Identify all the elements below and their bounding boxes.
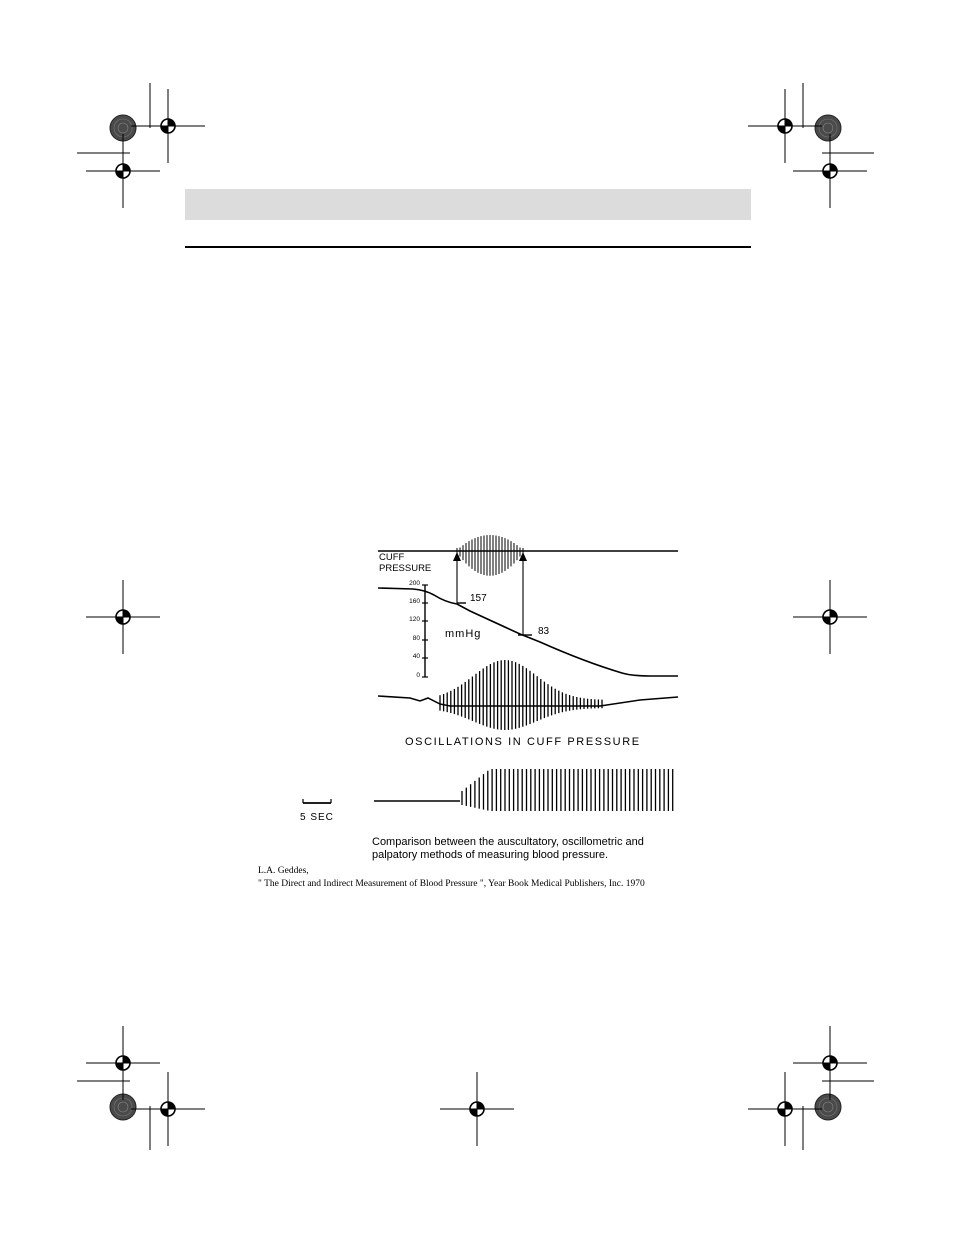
citation <box>258 865 645 891</box>
oscillation-bars <box>440 660 602 730</box>
tick-label-80: 80 <box>412 635 420 642</box>
caption-line1: Comparison between the auscultatory, oscillometric and <box>372 836 644 848</box>
unit-label: mmHg <box>445 628 482 640</box>
cuff-pressure-label <box>379 553 431 574</box>
time-scale-label: 5 SEC <box>300 812 334 823</box>
tick-label-200: 200 <box>409 580 420 587</box>
tick-label-160: 160 <box>409 598 420 605</box>
citation-reference: " The Direct and Indirect Measurement of Blood Pressure ", Year Book Medical Publishers, Inc. 1970 <box>258 879 645 889</box>
cuff-pressure-curve <box>378 588 678 676</box>
oscillation-trace-baseline <box>378 696 678 706</box>
cuff-label-line1: CUFF <box>379 552 405 563</box>
caption-line2: palpatory methods of measuring blood pressure. <box>372 848 609 861</box>
diastolic-value: 83 <box>538 626 550 637</box>
systolic-value: 157 <box>470 593 487 604</box>
korotkoff-sounds <box>457 535 523 576</box>
figure-caption <box>372 836 644 861</box>
citation-author: L.A. Geddes, <box>258 866 309 876</box>
tick-label-120: 120 <box>409 616 420 623</box>
tick-label-40: 40 <box>412 653 420 660</box>
tick-label-0: 0 <box>416 672 420 679</box>
oscillations-label: OSCILLATIONS IN CUFF PRESSURE <box>405 736 641 748</box>
palpatory-pulses <box>462 769 673 811</box>
cuff-label-line2: PRESSURE <box>379 562 432 574</box>
